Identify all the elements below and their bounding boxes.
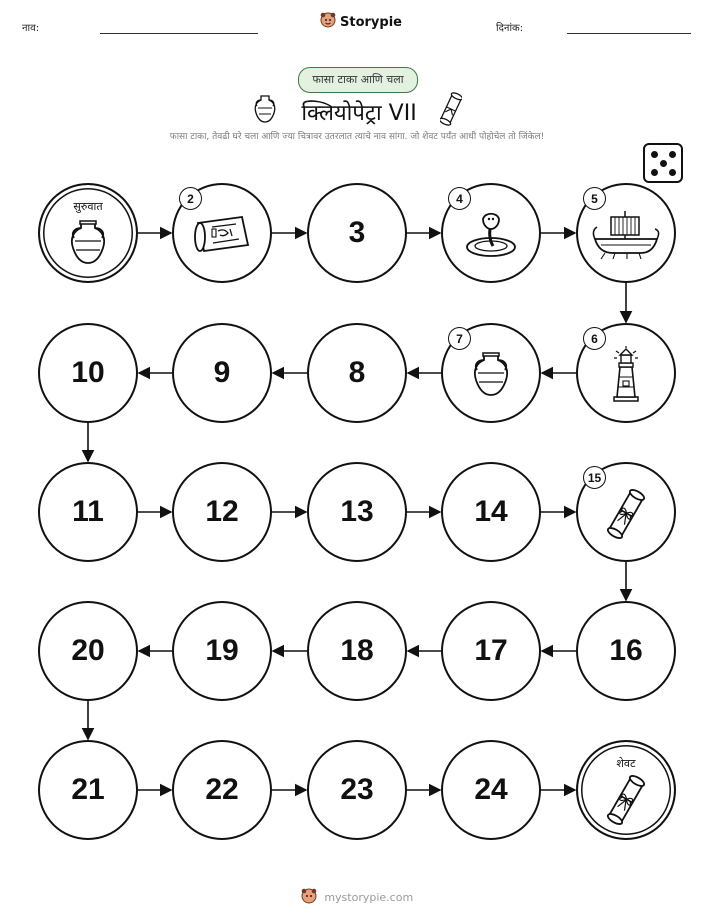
ship-icon xyxy=(591,207,661,267)
footer-mascot-icon xyxy=(301,888,317,907)
board-space-18[interactable] xyxy=(307,601,407,701)
space-number-badge: 6 xyxy=(583,327,606,350)
space-number: 12 xyxy=(205,495,239,528)
space-number-badge: 5 xyxy=(583,187,606,210)
space-number-badge: 2 xyxy=(179,187,202,210)
cobra-icon xyxy=(461,209,521,265)
amphora-icon xyxy=(469,351,513,403)
board-space-19[interactable] xyxy=(172,601,272,701)
board-space-12[interactable] xyxy=(172,462,272,562)
space-label: शेवट xyxy=(616,757,636,770)
instructions: फासा टाका, तेवढी घरे चला आणि ज्या चित्रावर उतरलात त्याचे नाव सांगा. जो शेवट पर्यंत आधी पोहोचेल तो जिंकेल! xyxy=(169,132,545,142)
footer xyxy=(0,888,714,907)
papyrus-icon xyxy=(190,211,254,263)
space-number: 17 xyxy=(474,634,508,667)
title-text: क्लियोपेट्रा VII xyxy=(301,101,417,126)
space-number: 10 xyxy=(71,356,105,389)
space-number: 22 xyxy=(205,773,239,806)
board-space-10[interactable] xyxy=(38,323,138,423)
brand-name: Storypie xyxy=(340,14,402,30)
board-space-13[interactable] xyxy=(307,462,407,562)
finish-space[interactable] xyxy=(576,740,676,840)
amphora-icon xyxy=(66,219,110,271)
board-space-9[interactable] xyxy=(172,323,272,423)
board-space-3[interactable] xyxy=(307,183,407,283)
space-number: 3 xyxy=(348,216,366,249)
board-space-17[interactable] xyxy=(441,601,541,701)
date-label: दिनांक: xyxy=(496,23,524,34)
board-space-23[interactable] xyxy=(307,740,407,840)
space-number: 19 xyxy=(205,634,239,667)
space-number-badge: 4 xyxy=(448,187,471,210)
board-space-11[interactable] xyxy=(38,462,138,562)
space-number: 9 xyxy=(213,356,231,389)
scroll-icon xyxy=(606,486,646,546)
space-number: 13 xyxy=(340,495,374,528)
board-space-20[interactable] xyxy=(38,601,138,701)
space-number: 18 xyxy=(340,634,374,667)
board-space-14[interactable] xyxy=(441,462,541,562)
scroll-icon xyxy=(606,772,646,832)
space-number: 16 xyxy=(609,634,643,667)
space-number: 21 xyxy=(71,773,105,806)
space-number: 24 xyxy=(474,773,508,806)
space-number-badge: 7 xyxy=(448,327,471,350)
space-number: 20 xyxy=(71,634,105,667)
space-number-badge: 15 xyxy=(583,466,606,489)
space-number: 14 xyxy=(474,495,508,528)
name-label: नाव: xyxy=(22,23,40,34)
footer-site: mystorypie.com xyxy=(324,891,414,904)
lighthouse-icon xyxy=(606,345,646,409)
start-space[interactable] xyxy=(38,183,138,283)
space-label: सुरुवात xyxy=(73,200,103,213)
board-space-21[interactable] xyxy=(38,740,138,840)
board-space-22[interactable] xyxy=(172,740,272,840)
space-number: 8 xyxy=(348,356,366,389)
board-space-24[interactable] xyxy=(441,740,541,840)
board-space-8[interactable] xyxy=(307,323,407,423)
space-number: 23 xyxy=(340,773,374,806)
board-space-16[interactable] xyxy=(576,601,676,701)
space-number: 11 xyxy=(72,495,104,528)
game-type-pill: फासा टाका आणि चला xyxy=(298,67,418,93)
